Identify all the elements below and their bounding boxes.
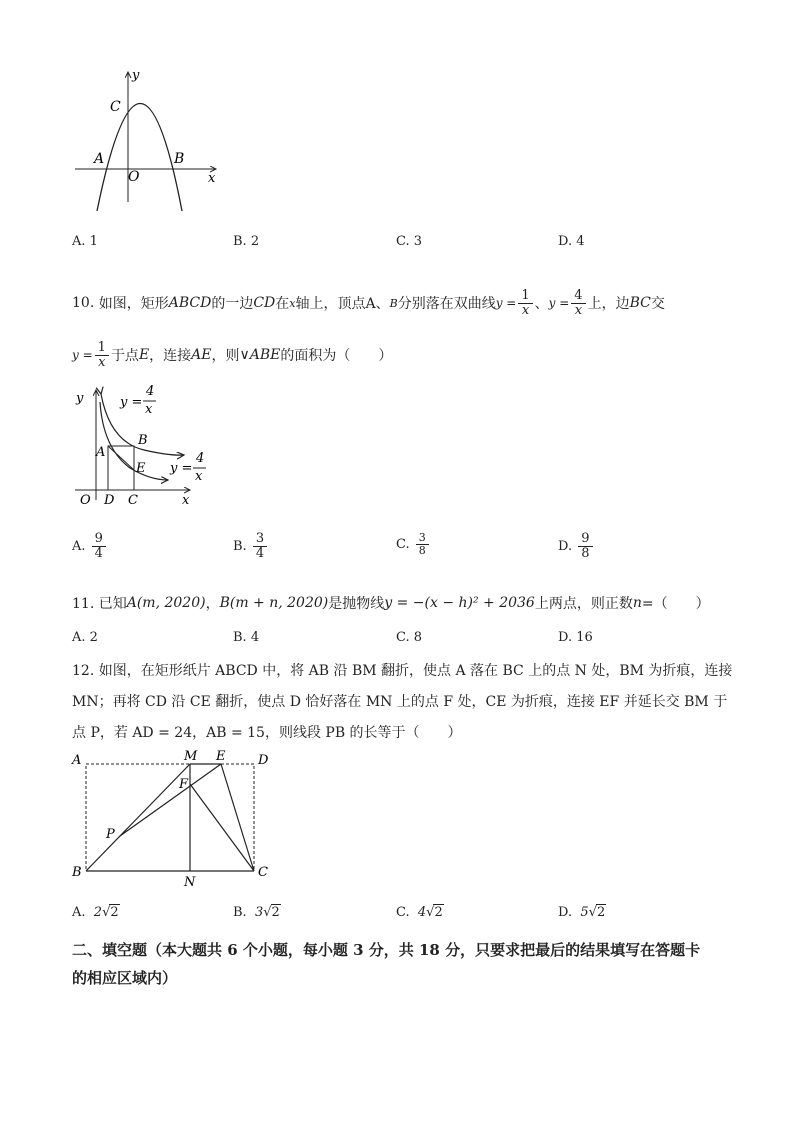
q10-option-c	[396, 532, 431, 556]
q10-label-y: y	[76, 391, 84, 406]
q9-option-b: B. 2	[233, 234, 260, 249]
q12-line-3: 点 P，若 AD = 24，AB = 15，则线段 PB 的长等于（ ）	[72, 725, 462, 741]
q12-label-m: M	[184, 749, 198, 764]
q10-option-d-fraction	[578, 532, 592, 560]
q10-option-d-num: 9	[578, 532, 592, 547]
q12-segment-fc	[190, 784, 254, 871]
q9-label-x: x	[208, 171, 216, 186]
q12-option-d-coef: 5	[580, 905, 589, 920]
q10-option-b-num: 3	[253, 532, 267, 547]
q10-option-a-den: 4	[94, 545, 103, 561]
q10-text-3: 在	[275, 296, 290, 312]
q10-hyperbola2-lhs: y =	[548, 296, 570, 310]
q12-rectangle-abcd-dashed	[86, 764, 254, 871]
q10-label-b: B	[138, 433, 148, 448]
q11-text-a: 11. 已知	[72, 596, 127, 612]
q11-text-c: 上两点，则正数	[534, 596, 633, 612]
q11-point-b: B(m + n, 2020)	[219, 595, 329, 611]
q12-option-b	[233, 904, 281, 920]
q12-option-b-radical-sign: √	[263, 905, 272, 920]
q10-hyperbola3-fraction	[95, 341, 109, 369]
q10-segment-ae	[108, 446, 134, 470]
q9-option-d: D. 4	[558, 234, 585, 249]
q10-question-line2	[72, 338, 392, 372]
q10-option-c-num: 3	[416, 532, 429, 545]
q11-point-a: A(m, 2020)	[126, 595, 206, 611]
q10-label-o: O	[80, 493, 91, 508]
q10-text-6: 上，边	[587, 296, 630, 312]
q10-label-e: E	[136, 461, 146, 476]
q10-option-c-fraction	[416, 532, 429, 556]
q10-h1-num: 1	[518, 289, 532, 304]
q10-text-11: 的面积为（ ）	[280, 348, 393, 364]
q10-label-a: A	[96, 445, 106, 460]
q10-number: 10.	[72, 295, 95, 311]
q10-label-c: C	[128, 493, 138, 508]
q10-curve-top-label-num: 4	[146, 384, 155, 399]
q10-option-a-letter: A.	[72, 538, 86, 554]
q10-label-x: x	[182, 493, 190, 508]
q11-option-a: A. 2	[72, 630, 98, 645]
q12-segment-ec	[221, 764, 254, 871]
q9-option-a: A. 1	[72, 234, 98, 249]
q12-label-c: C	[258, 865, 268, 880]
q12-option-a-letter: A.	[72, 905, 86, 920]
q10-e: E	[138, 347, 150, 363]
q10-text-1: 如图，矩形	[98, 296, 169, 312]
q12-option-c-radical-sign: √	[426, 905, 435, 920]
q12-segment-pe	[120, 764, 221, 836]
q11-n: n	[632, 595, 642, 611]
q11-text-d: =（ ）	[641, 596, 710, 612]
q9-label-o: O	[128, 169, 140, 185]
q12-label-a: A	[72, 753, 82, 768]
q12-line-2: MN；再将 CD 沿 CE 翻折，使点 D 恰好落在 MN 上的点 F 处，CE 为折痕，连接 EF 并延长交 BM 于	[72, 694, 728, 710]
q12-option-c-letter: C.	[396, 905, 410, 920]
q10-option-d-den: 8	[581, 545, 590, 561]
q12-option-a-coef: 2	[93, 905, 103, 920]
q12-option-a-radical-sign: √	[102, 905, 111, 920]
q10-b-var: B	[389, 296, 398, 310]
q12-option-d-radicand: 2	[596, 905, 606, 920]
q12-label-f: F	[179, 777, 189, 792]
q12-option-c-coef: 4	[417, 905, 427, 920]
q12-option-b-radicand: 2	[271, 905, 280, 920]
q10-h3-den: x	[98, 354, 106, 370]
q10-text-5: 分别落在双曲线	[397, 296, 496, 312]
q10-question-line1	[72, 286, 665, 320]
q10-x-var: x	[289, 296, 296, 310]
q10-text-4: 轴上，顶点A、	[295, 296, 390, 312]
q10-option-a	[72, 532, 108, 560]
q12-option-b-letter: B.	[233, 905, 247, 920]
q10-option-a-fraction	[92, 532, 106, 560]
q9-parabola-figure	[70, 66, 230, 216]
q12-option-c	[396, 904, 444, 920]
q10-option-b-letter: B.	[233, 538, 247, 554]
q10-option-b-fraction	[253, 532, 267, 560]
q10-triangle: ∨ABE	[239, 347, 281, 363]
q10-option-a-num: 9	[92, 532, 106, 547]
q10-ae: AE	[191, 347, 212, 363]
q10-text-2: 的一边	[211, 296, 254, 312]
q11-parabola: y = −(x − h)² + 2036	[384, 595, 535, 611]
q12-option-d-radical-sign: √	[588, 905, 597, 920]
q10-curve-top-label-lhs: y =	[120, 395, 143, 410]
q10-text-9: ，连接	[149, 348, 192, 364]
q10-text-8: 于点	[110, 348, 139, 364]
q11-option-b: B. 4	[233, 630, 260, 645]
q10-hyperbola1-fraction	[518, 289, 532, 317]
q10-curve-bottom-label-num: 4	[196, 451, 205, 466]
q10-bc: BC	[629, 295, 651, 311]
q12-label-p: P	[106, 827, 115, 842]
q10-text-7: 交	[650, 296, 665, 312]
q10-option-c-letter: C.	[396, 536, 410, 552]
q9-option-c: C. 3	[396, 234, 423, 249]
section-2-heading: 二、填空题（本大题共 6 个小题，每小题 3 分，共 18 分，只要求把最后的结果填写在答题卡的相应区域内）	[72, 941, 701, 987]
q10-cd: CD	[253, 295, 276, 311]
q10-h3-num: 1	[95, 341, 109, 356]
q12-label-e: E	[216, 749, 226, 764]
q10-hyperbola2-fraction	[571, 289, 585, 317]
q12-rectangle-fold-figure	[68, 746, 278, 886]
q11-option-c: C. 8	[396, 630, 423, 645]
q12-line-1: 12. 如图，在矩形纸片 ABCD 中，将 AB 沿 BM 翻折，使点 A 落在 BC 上的点 N 处，BM 为折痕，连接	[72, 663, 733, 679]
q10-h2-den: x	[574, 302, 583, 318]
q9-label-y: y	[132, 68, 140, 83]
q12-segment-bm	[86, 764, 190, 871]
q11-question	[72, 592, 710, 614]
q11-text-b: 是抛物线	[328, 596, 385, 612]
q10-text-10: ，则	[211, 348, 240, 364]
q12-label-d: D	[258, 753, 269, 768]
q12-option-a-radicand: 2	[110, 905, 119, 920]
q9-label-a: A	[94, 151, 105, 167]
q10-abcd: ABCD	[168, 295, 212, 311]
q10-curve-bottom-label-lhs: y =	[170, 461, 193, 476]
q10-curve-top-label-den: x	[145, 402, 153, 417]
q10-curve-bottom-label-den: x	[195, 469, 203, 484]
q9-label-c: C	[110, 99, 121, 115]
q10-h2-num: 4	[571, 289, 585, 304]
q12-option-d	[558, 904, 606, 920]
q9-parabola	[97, 104, 185, 212]
q12-option-d-letter: D.	[558, 905, 573, 920]
q12-label-n: N	[184, 875, 196, 886]
q10-option-b	[233, 532, 269, 560]
q11-comma: ，	[205, 596, 220, 612]
q10-option-b-den: 4	[255, 545, 265, 561]
q10-hyperbola3-lhs: y =	[72, 348, 93, 362]
q12-option-c-radicand: 2	[434, 905, 443, 920]
q10-hyperbola1-lhs: y =	[495, 296, 517, 310]
q10-option-c-den: 8	[418, 543, 426, 557]
q11-option-d: D. 16	[558, 630, 593, 645]
q12-label-b: B	[72, 865, 82, 880]
q10-separator: 、	[534, 296, 549, 312]
q12-option-b-coef: 3	[254, 905, 264, 920]
q12-option-a	[72, 904, 120, 920]
q10-hyperbola-figure	[72, 380, 222, 510]
q10-h1-den: x	[521, 302, 530, 318]
q9-label-b: B	[174, 151, 185, 167]
q10-label-d: D	[104, 493, 115, 508]
q10-option-d-letter: D.	[558, 538, 573, 554]
q10-option-d	[558, 532, 595, 560]
